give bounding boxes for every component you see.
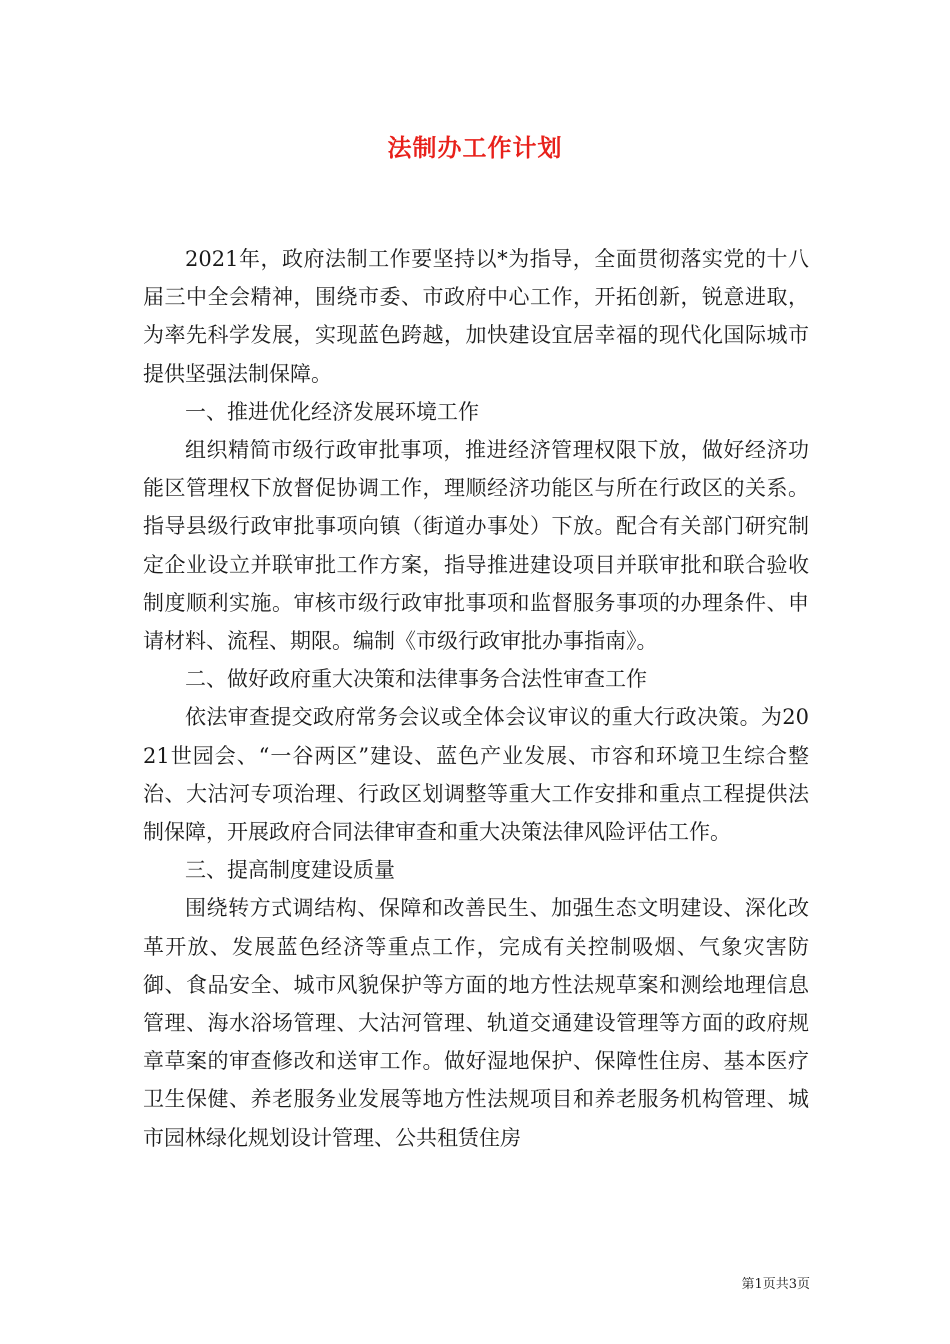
paragraph-section-1: 组织精简市级行政审批事项，推进经济管理权限下放，做好经济功能区管理权下放督促协调工作，理顺经济功能区与所在行政区的关系。指导县级行政审批事项向镇（街道办事处）下放。配合有关部门研究制定企业设立并联审批工作方案，指导推进建设项目并联审批和联合验收制度顺利实施。审核市级行政审批事项和监督服务事项的办理条件、申请材料、流程、期限。编制《市级行政审批办事指南》。 <box>143 438 809 654</box>
section-heading-2: 二、做好政府重大决策和法律事务合法性审查工作 <box>185 667 647 692</box>
section-heading-1: 一、推进优化经济发展环境工作 <box>185 399 479 424</box>
document-body <box>143 240 809 1157</box>
paragraph-section-3: 围绕转方式调结构、保障和改善民生、加强生态文明建设、深化改革开放、发展蓝色经济等重点工作，完成有关控制吸烟、气象灾害防御、食品安全、城市风貌保护等方面的地方性法规草案和测绘地理信息管理、海水浴场管理、大沽河管理、轨道交通建设管理等方面的政府规章草案的审查修改和送审工作。做好湿地保护、保障性住房、基本医疗卫生保健、养老服务业发展等地方性法规项目和养老服务机构管理、城市园林绿化规划设计管理、公共租赁住房 <box>143 896 809 1150</box>
page-number-footer: 第1页共3页 <box>741 1277 810 1292</box>
paragraph-section-2: 依法审查提交政府常务会议或全体会议审议的重大行政决策。为2021世园会、“一谷两区”建设、蓝色产业发展、市容和环境卫生综合整治、大沽河专项治理、行政区划调整等重大工作安排和重点工程提供法制保障，开展政府合同法律审查和重大决策法律风险评估工作。 <box>143 705 809 845</box>
section-heading-3: 三、提高制度建设质量 <box>185 858 395 883</box>
document-title: 法制办工作计划 <box>387 133 563 162</box>
paragraph-intro: 2021年，政府法制工作要坚持以*为指导，全面贯彻落实党的十八届三中全会精神，围绕市委、市政府中心工作，开拓创新，锐意进取，为率先科学发展，实现蓝色跨越，加快建设宜居幸福的现代化国际城市提供坚强法制保障。 <box>143 247 809 386</box>
